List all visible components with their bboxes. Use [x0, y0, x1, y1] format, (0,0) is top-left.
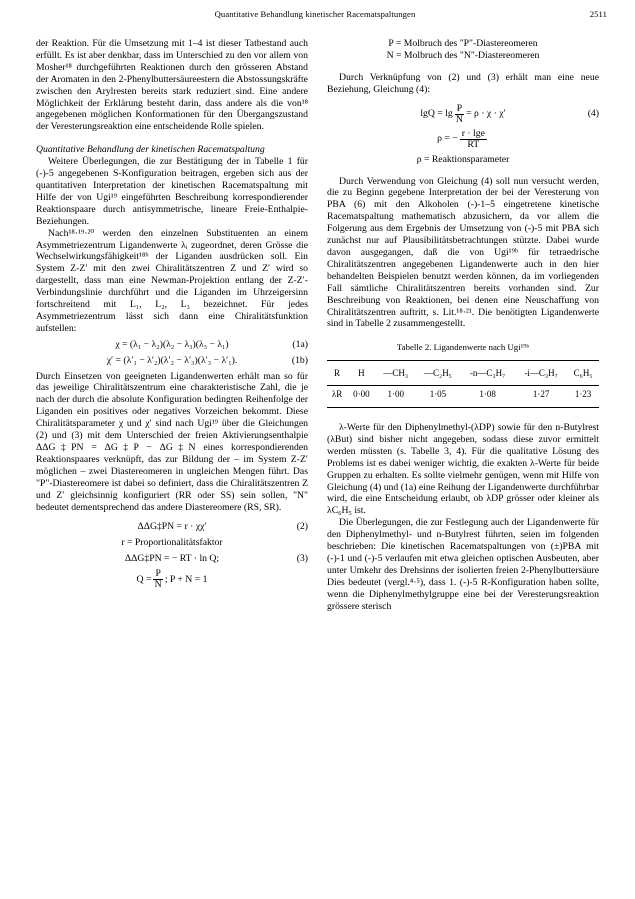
table-cell: 1·05	[416, 386, 460, 408]
equation-4-number: (4)	[587, 108, 599, 120]
equation-q-fraction	[153, 569, 162, 590]
equation-2-definition	[36, 537, 308, 549]
table-cell: 1·08	[460, 386, 515, 408]
equation-rho-numerator: r · lge	[461, 127, 485, 139]
paragraph-4: Durch Einsetzen von geeigneten Ligandenwerten erhält man so für das jeweilige Chiralitätszentrum eine charakteristische Zahl, die je nach der durch die absolute Konfiguration bedingten Reihenfolge der Liganden ein positives oder negatives Vorzeichen bekommt. Diese Chiralitätsparameter χ und χ′ sind nach Ugi¹⁹ über die Gleichungen (2) und (3) mit dem Unterschied der freien Aktivierungsenthalpie ΔΔG‡PN = ΔG‡P − ΔG‡N eines korrespondierenden Reaktionspaares verknüpft, das zur Bildung der – im System Z-Z′ möglichen – zwei Diastereomeren in ungleichen Mengen führt. Das "P"-Diastereomere ist dabei so definiert, dass die Chiralitätszentren Z und Z′ gleichsinnig konfiguriert (RR oder SS) sein sollen, "N" bedeutet dementsprechend das andere Diastereomere (RS, SR).	[36, 370, 308, 513]
equation-1a-body: χ = (λ₁ − λ₂)(λ₂ − λ₃)(λ₃ − λ₁)	[115, 338, 229, 350]
running-header	[0, 9, 635, 23]
right-column	[327, 38, 599, 613]
equation-4	[327, 104, 599, 125]
rho-definition-text: ρ = Reaktionsparameter	[416, 153, 510, 165]
equation-q-rhs: ; P + N = 1	[164, 573, 208, 585]
equation-4-numerator: P	[456, 102, 463, 114]
equation-q-numerator: P	[155, 568, 161, 580]
equation-2-definition-text: r = Proportionalitätsfaktor	[121, 537, 223, 549]
left-column	[36, 38, 308, 594]
equation-1a	[36, 339, 308, 351]
table-cell: 0·00	[347, 386, 376, 408]
equation-4-denominator: N	[455, 113, 463, 125]
table-header-cell: —C₂H₅	[416, 361, 460, 386]
table-header-cell: H	[347, 361, 376, 386]
paragraph-2: Weitere Überlegungen, die zur Bestätigung der in Tabelle 1 für (-)-5 angegebenen S-Konfiguration beitragen, ergeben sich aus der quantitativen Interpretation der kinetischen Racematspaltung mit Hilfe der von Ugi¹⁹ eingeführten Beschreibung korrespondierender Reaktionspaare durch antisymmetrische, lineare Freie-Enthalpie-Beziehungen.	[36, 156, 308, 227]
paragraph-1: der Reaktion. Für die Umsetzung mit 1–4 ist dieser Tatbestand auch erfüllt. Es ist aber denkbar, dass im Unterschied zu den vor allem von Mosher¹⁸ durchgeführten Reaktionen durch den grösseren Abstand der Aromaten in den 2-Phenylbuttersäureestern die Abstossungskräfte zwischen den Arylresten bereits stark reduziert sind. Eine andere Möglichkeit der Erklärung besteht darin, dass andere als die von¹⁸ angegebenen möglichen Konformationen für den Übergangszustand der Veresterungsreaktion eine entscheidende Rolle spielen.	[36, 38, 308, 133]
equation-1a-number: (1a)	[292, 338, 308, 350]
section-title: Quantitative Behandlung der kinetischen Racematspaltung	[36, 144, 265, 156]
equation-1b	[36, 355, 308, 367]
table-header-cell: -n—C₃H₇	[460, 361, 515, 386]
definition-p: P = Molbruch des "P"-Diastereomeren	[388, 38, 538, 49]
equation-rho-denominator: RT	[467, 138, 480, 150]
table-header-cell: —CH₃	[376, 361, 416, 386]
paragraph-6: Durch Verwendung von Gleichung (4) soll nun versucht werden, die zu Beginn gegebene Interpretation der bei der Veresterung von PBA (6) mit den Alkoholen (-)-1–5 eingetretene kinetische Racematspaltung mathematisch abzusichern, da vor allem die Folgerung aus dem Ergebnis der Umsetzung von (-)-5 mit PBA sich zunächst nur auf Plausibilitätsbetrachtungen stützte. Dabei wurde davon ausgegangen, daß die von Ugi¹⁹ᵇ für tetraedrische Chiralitätszentren angegebenen Ligandenwerte auch in den hier behandelten Beispielen benutzt werden können, da im vorliegenden Fall sämtliche Chiralitätszentren bereits vorhanden sind. Zur Beschreibung von Reaktionen, bei denen eine Neuschaffung von Chiralitätszentren auftritt, s. Lit.¹⁸·²¹. Die benötigten Ligandenwerte sind in Tabelle 2 zusammengestellt.	[327, 175, 599, 330]
table-row-label: λR	[327, 386, 347, 408]
page-number: 2511	[589, 9, 607, 19]
ligand-table-header-row	[327, 361, 599, 386]
table-cell: 1·27	[515, 386, 567, 408]
ligand-table-value-row	[327, 386, 599, 408]
equation-rho-lhs: ρ = −	[437, 133, 458, 145]
table-header-cell: -i—C₃H₇	[515, 361, 567, 386]
equation-q	[36, 569, 308, 590]
rho-definition	[327, 154, 599, 166]
paragraph-7: λ-Werte für den Diphenylmethyl-(λDP) sowie für den n-Butylrest (λBut) sind bisher nicht angegeben, sodass diese zuvor ermittelt werden müssten (s. Tabelle 3, 4). Für die qualitative Lösung des Problems ist es dabei weniger wichtig, die exakten λ-Werte für beide Gruppen zu erhalten. Es sollte vielmehr genügen, wenn mit Hilfe von Gleichung (4) und (1a) eine Reihung der Ligandenwerte durchführbar wird, die eine Entscheidung erlaubt, ob λDP grösser oder kleiner als λC₆H₅ ist.	[327, 422, 599, 517]
equation-3	[36, 553, 308, 565]
equation-1b-body: χ′ = (λ′₁ − λ′₂)(λ′₂ − λ′₃)(λ′₃ − λ′₁).	[106, 354, 238, 366]
equation-4-fraction	[455, 104, 464, 125]
equation-rho-fraction	[460, 129, 487, 150]
paragraph-5: Durch Verknüpfung von (2) und (3) erhält man eine neue Beziehung, Gleichung (4):	[327, 71, 599, 95]
equation-4-lhs: lgQ = lg	[420, 108, 453, 120]
equation-2-body: ΔΔG‡PN = r · χχ′	[137, 521, 207, 533]
table-cell: 1·23	[567, 386, 599, 408]
equation-3-number: (3)	[296, 553, 308, 565]
table-caption: Tabelle 2. Ligandenwerte nach Ugi¹⁹ᵇ	[396, 342, 530, 353]
equation-rho	[327, 129, 599, 150]
equation-4-rhs: = ρ · χ · χ′	[466, 108, 506, 120]
table-cell: 1·00	[376, 386, 416, 408]
equation-3-body: ΔΔG‡PN = − RT · ln Q;	[124, 553, 220, 565]
equation-2	[36, 521, 308, 533]
running-title: Quantitative Behandlung kinetischer Racematspaltungen	[214, 9, 416, 19]
paragraph-8: Die Überlegungen, die zur Festlegung auch der Ligandenwerte für den Diphenylmethyl- und n-Butylrest führten, seien im folgenden beschrieben: Die kinetischen Racematspaltungen von (±)PBA mit (-)-1 und (-)-5 verlaufen mit etwa gleichen optischen Ausbeuten, aber unter Umkehr des Drehsinns der isolierten freien 2-Phenylbuttersäure Dies bedeutet (vergl.⁴·⁵), dass 1. (-)-5 R-Konfiguration haben sollte, wenn die Diphenylmethylgruppe eine bei der Veresterungsreaktion grössere sterisch	[327, 517, 599, 612]
diastereomer-definitions	[327, 38, 599, 62]
equation-q-lhs: Q =	[136, 573, 152, 585]
ligand-table	[327, 360, 599, 408]
table-header-cell: R	[327, 361, 347, 386]
equation-1b-number: (1b)	[291, 354, 308, 366]
definition-n: N = Molbruch des "N"-Diastereomeren	[386, 49, 540, 61]
equation-2-number: (2)	[296, 521, 308, 533]
equation-q-denominator: N	[154, 579, 162, 591]
paragraph-3: Nach¹⁸·¹⁹·²⁰ werden den einzelnen Substituenten an einem Asymmetriezentrum Ligandenwerte λᵢ zugeordnet, deren Grösse die Wechselwirkungsfähigkeit¹⁸ᵇ der Liganden ausdrücken soll. Ein System Z-Z′ mit den zwei Chiralitätszentren Z und Z′ wird so dargestellt, dass man eine Newman-Projektion entlang der Z-Z′-Verbindungslinie durchführt und die Liganden im Uhrzeigersinn fortschreitend mit L₁, L₂, L₃ bezeichnet. Für jedes Asymmetriezentrum lässt sich dann eine Chiralitätsfunktion aufstellen:	[36, 227, 308, 334]
table-header-cell: C₆H₅	[567, 361, 599, 386]
